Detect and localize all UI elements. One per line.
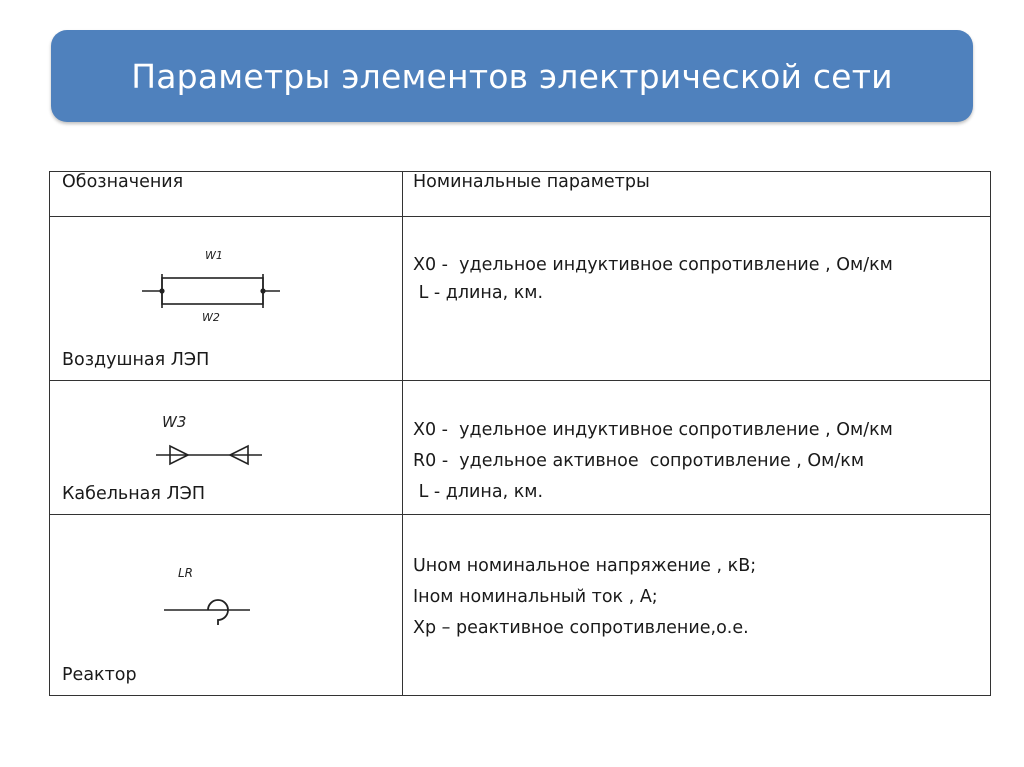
header-nominal-params: Номинальные параметры: [403, 172, 991, 217]
param-line: Uном номинальное напряжение , кВ;: [413, 556, 757, 576]
param-line: X0 - удельное индуктивное сопротивление , Ом/км: [413, 255, 893, 275]
page-title: Параметры элементов электрической сети: [131, 56, 893, 96]
element-name: Воздушная ЛЭП: [62, 350, 210, 370]
table-row: [50, 515, 991, 696]
symbol-label-w3: W3: [162, 413, 187, 431]
element-name: Кабельная ЛЭП: [62, 484, 205, 504]
param-line: L - длина, км.: [413, 482, 544, 502]
param-line: L - длина, км.: [413, 283, 544, 303]
param-line: Xр – реактивное сопротивление,о.е.: [413, 618, 749, 638]
header-designations: Обозначения: [50, 172, 403, 217]
symbol-label-w2: W2: [202, 311, 220, 324]
param-line: R0 - удельное активное сопротивление , Ом/км: [413, 451, 865, 471]
params-cell: [403, 217, 991, 381]
element-name: Реактор: [62, 665, 137, 685]
table-row: [50, 381, 991, 515]
param-line: X0 - удельное индуктивное сопротивление , Ом/км: [413, 420, 893, 440]
title-banner: [51, 30, 973, 122]
params-cell: [403, 515, 991, 696]
symbol-label-lr: LR: [178, 566, 194, 580]
table-header-row: [50, 172, 991, 217]
table-row: [50, 217, 991, 381]
designation-cell: [50, 381, 403, 515]
parameters-table: [49, 171, 991, 696]
designation-cell: [50, 515, 403, 696]
symbol-label-w1: W1: [205, 249, 223, 262]
designation-cell: [50, 217, 403, 381]
param-line: Iном номинальный ток , А;: [413, 587, 658, 607]
params-cell: [403, 381, 991, 515]
